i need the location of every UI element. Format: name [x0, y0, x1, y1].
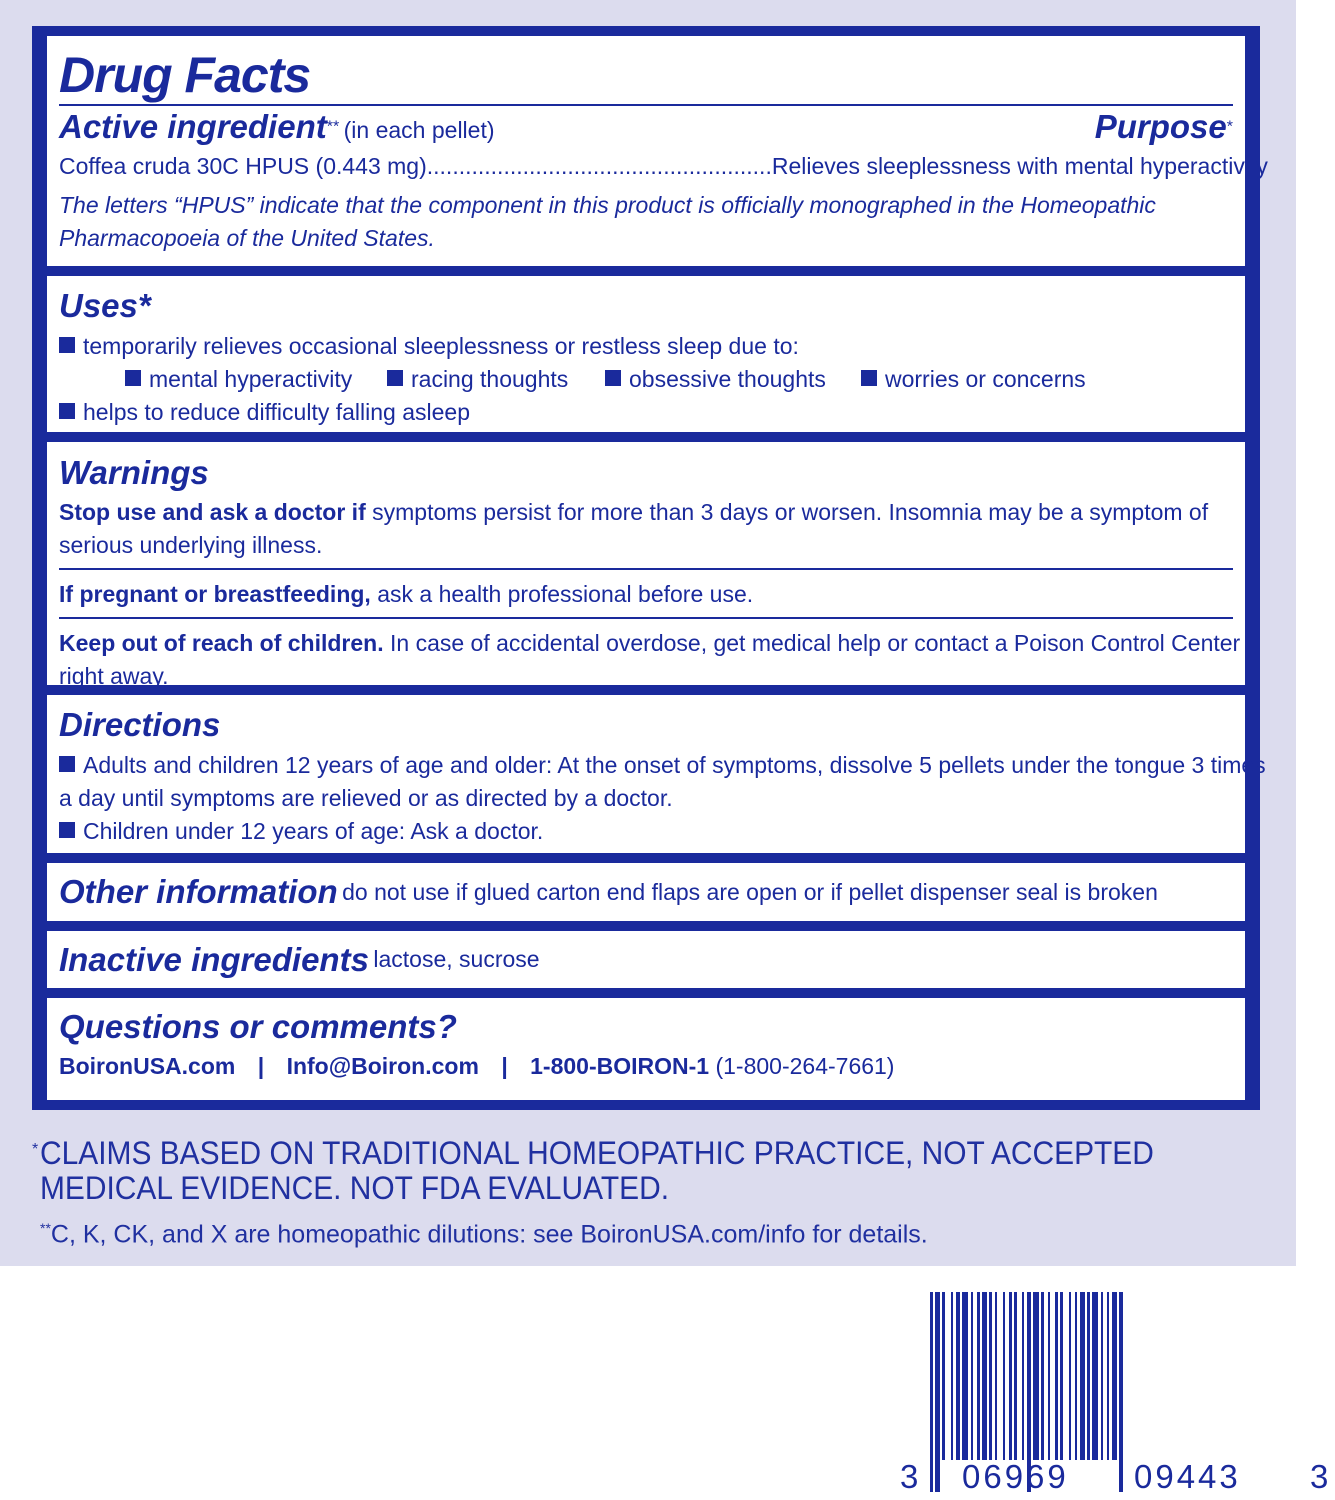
- barcode-bar: [1009, 1292, 1012, 1460]
- uses-sub-item: obsessive thoughts: [605, 363, 861, 396]
- barcode-bar: [935, 1292, 940, 1492]
- barcode-bar: [951, 1292, 953, 1460]
- hpus-line-2: Pharmacopoeia of the United States.: [59, 225, 435, 251]
- dilutions-text: C, K, CK, and X are homeopathic dilutions: see BoironUSA.com/info for details.: [50, 1220, 928, 1249]
- barcode-bar: [1101, 1292, 1103, 1460]
- warning-stop-use: [59, 496, 1233, 529]
- footnote-mark: **: [40, 1220, 51, 1236]
- other-info-heading: Other information: [59, 873, 338, 910]
- directions-item-2: [59, 815, 1233, 848]
- active-purpose: Relieves sleeplessness with mental hyperactivity: [771, 153, 1268, 179]
- warning-keep-out: [59, 617, 1241, 660]
- barcode-digit-right: 3: [1310, 1458, 1329, 1495]
- uses-sub-item: racing thoughts: [387, 363, 605, 396]
- directions-item-1: [59, 749, 1266, 782]
- directions-item-1-text: Adults and children 12 years of age and older: At the onset of symptoms, dissolve 5 pellets under the tongue 3 times: [83, 752, 1266, 778]
- barcode-bar: [1055, 1292, 1058, 1460]
- barcode-bar: [1060, 1292, 1063, 1460]
- barcode-bar: [977, 1292, 980, 1460]
- questions-section: [47, 998, 1245, 1100]
- warning-stop-use-2: serious underlying illness.: [59, 532, 323, 558]
- barcode-bar: [1003, 1292, 1005, 1460]
- bullet-square-icon: [59, 756, 75, 772]
- warning-stop-text: symptoms persist for more than 3 days or worsen. Insomnia may be a symptom of: [372, 499, 1209, 525]
- warnings-section: [47, 442, 1245, 689]
- uses-item-1: [59, 330, 1233, 363]
- hpus-line-1: The letters “HPUS” indicate that the component in this product is officially monographed in the Homeopathic: [59, 192, 1156, 218]
- bullet-square-icon: [387, 370, 403, 386]
- drug-facts-frame: [32, 26, 1268, 1110]
- uses-heading: Uses*: [59, 287, 151, 324]
- warnings-heading: Warnings: [59, 454, 209, 491]
- contact-separator: |: [501, 1053, 508, 1079]
- active-ingredient-name: Coffea cruda 30C HPUS (0.443 mg): [59, 153, 427, 179]
- barcode-bar: [1014, 1292, 1017, 1460]
- bullet-square-icon: [59, 337, 75, 353]
- purpose-heading-mark: *: [1226, 118, 1233, 136]
- other-info-text: do not use if glued carton end flaps are open or if pellet dispenser seal is broken: [342, 878, 1158, 905]
- warning-keep-out-2: right away.: [59, 663, 169, 689]
- barcode-bar: [1022, 1292, 1024, 1460]
- contact-phone-digits: (1-800-264-7661): [715, 1053, 895, 1079]
- barcode-digit-left: 3: [900, 1458, 919, 1495]
- claims-line-1: CLAIMS BASED ON TRADITIONAL HOMEOPATHIC PRACTICE, NOT ACCEPTED: [40, 1135, 1154, 1171]
- active-ingredient-heading: Active ingredient: [59, 108, 327, 145]
- warning-keep-bold: Keep out of reach of children.: [59, 630, 384, 656]
- barcode-bar: [1069, 1292, 1071, 1460]
- claims-line-2: MEDICAL EVIDENCE. NOT FDA EVALUATED.: [40, 1170, 670, 1206]
- warning-keep-text: In case of accidental overdose, get medical help or contact a Poison Control Center: [390, 630, 1241, 656]
- barcode-bar: [1107, 1292, 1109, 1460]
- inactive-heading: Inactive ingredients: [59, 940, 369, 978]
- active-heading-mark: **: [326, 118, 340, 136]
- purpose-heading-wrap: [1095, 106, 1233, 148]
- inactive-text: lactose, sucrose: [373, 946, 540, 972]
- warning-pregnant-text: ask a health professional before use.: [377, 581, 754, 607]
- questions-heading: Questions or comments?: [59, 1008, 457, 1045]
- barcode-bar: [942, 1292, 945, 1460]
- contact-phone-letters[interactable]: 1-800-BOIRON-1: [530, 1053, 710, 1079]
- uses-item-2: [59, 396, 1233, 429]
- purpose-heading: Purpose: [1094, 108, 1227, 145]
- active-ingredient-section: [47, 36, 1268, 266]
- directions-item-1-cont: a day until symptoms are relieved or as directed by a doctor.: [59, 785, 673, 811]
- barcode-bar: [1119, 1292, 1123, 1492]
- barcode-bar: [1087, 1292, 1090, 1460]
- bullet-square-icon: [861, 370, 877, 386]
- warning-pregnant: [59, 568, 1233, 611]
- uses-section: [47, 276, 1245, 432]
- drug-facts-title: Drug Facts: [59, 47, 311, 103]
- barcode: [900, 1292, 1330, 1500]
- uses-item-1-text: temporarily relieves occasional sleeplessness or restless sleep due to:: [83, 333, 799, 359]
- uses-item-2-text: helps to reduce difficulty falling asleep: [83, 399, 470, 425]
- directions-heading: Directions: [59, 706, 221, 743]
- barcode-bar: [956, 1292, 960, 1460]
- bullet-square-icon: [59, 822, 75, 838]
- uses-sub-items: [59, 363, 1233, 396]
- warning-stop-bold: Stop use and ask a doctor if: [59, 499, 366, 525]
- inactive-section: [47, 931, 1245, 988]
- barcode-bar: [989, 1292, 992, 1460]
- barcode-bar: [1041, 1292, 1044, 1460]
- barcode-bar: [962, 1292, 968, 1460]
- bullet-square-icon: [59, 403, 75, 419]
- active-ingredient-row: [59, 150, 1268, 183]
- directions-section: [47, 695, 1266, 853]
- footnote-mark: *: [32, 1141, 39, 1158]
- barcode-bar: [971, 1292, 973, 1460]
- barcode-bar: [1048, 1292, 1050, 1460]
- barcode-bar: [1112, 1292, 1117, 1460]
- directions-item-2-text: Children under 12 years of age: Ask a doctor.: [83, 818, 544, 844]
- barcode-bar: [930, 1292, 933, 1492]
- active-heading-row: [59, 104, 1233, 150]
- contact-website[interactable]: BoironUSA.com: [59, 1053, 236, 1079]
- barcode-bar: [1033, 1292, 1039, 1460]
- leader-dots: ......................................................: [426, 153, 772, 179]
- uses-sub-item: worries or concerns: [861, 363, 1086, 396]
- barcode-bar: [1075, 1292, 1077, 1460]
- barcode-bar: [995, 1292, 997, 1460]
- barcode-group-1: 06969: [962, 1458, 1069, 1495]
- bullet-square-icon: [125, 370, 141, 386]
- barcode-bar: [1092, 1292, 1098, 1460]
- uses-sub-item: mental hyperactivity: [125, 363, 387, 396]
- active-note: (in each pellet): [343, 117, 495, 143]
- other-info-section: [47, 863, 1245, 921]
- warning-pregnant-bold: If pregnant or breastfeeding,: [59, 581, 371, 607]
- barcode-group-2: 09443: [1134, 1458, 1241, 1495]
- barcode-bar: [1080, 1292, 1085, 1460]
- contact-row: [59, 1050, 1233, 1083]
- contact-email[interactable]: Info@Boiron.com: [286, 1053, 479, 1079]
- claims-footnote: [32, 1135, 1231, 1206]
- bullet-square-icon: [605, 370, 621, 386]
- barcode-bar: [982, 1292, 987, 1460]
- dilutions-footnote: [40, 1220, 928, 1249]
- contact-separator: |: [257, 1053, 265, 1079]
